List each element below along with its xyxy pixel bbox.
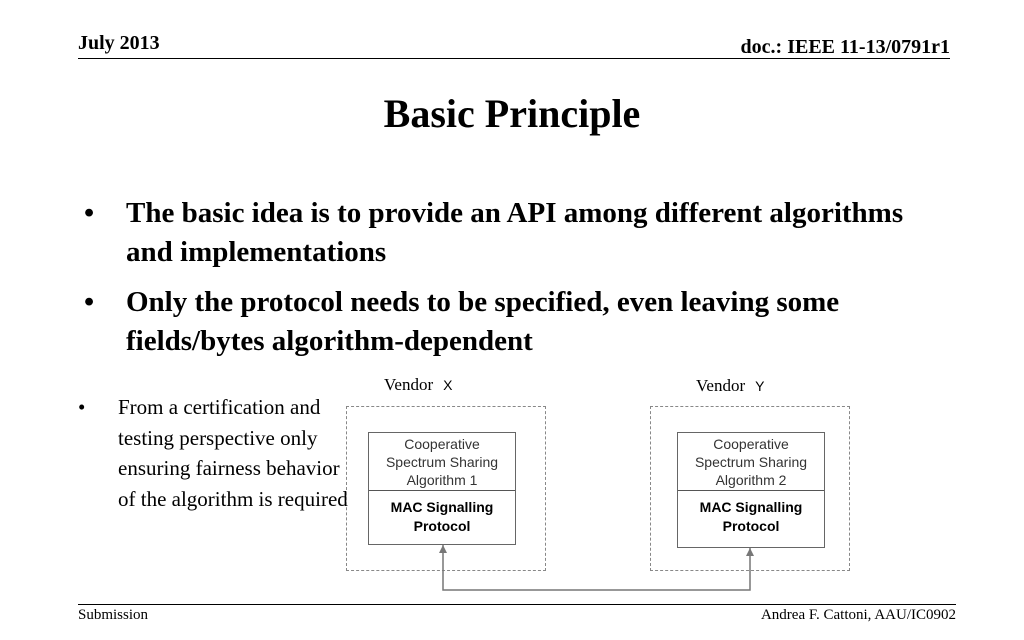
bullet-item xyxy=(84,194,924,272)
algo-line: Algorithm 1 xyxy=(406,471,478,488)
vendor-x-letter: X xyxy=(443,377,453,393)
footer-right: Andrea F. Cattoni, AAU/IC0902 xyxy=(760,607,956,623)
vendor-x-mac-protocol xyxy=(369,491,515,543)
vendor-x-word: Vendor xyxy=(384,375,434,394)
main-bullets xyxy=(84,194,924,372)
mac-line: Protocol xyxy=(722,518,780,534)
vendor-x-label xyxy=(384,375,452,395)
bullet-text: The basic idea is to provide an API among different algorithms and implementations xyxy=(126,197,904,268)
vendor-y-algorithm xyxy=(678,433,824,491)
bullet-dot: • xyxy=(84,197,95,229)
bullet-text: Only the protocol needs to be specified, even leaving some fields/bytes algorithm-dependent xyxy=(126,286,840,357)
vendor-y-stack xyxy=(677,432,825,548)
bullet-dot: • xyxy=(78,395,86,419)
footer-rule xyxy=(78,604,956,605)
algo-line: Cooperative xyxy=(713,435,789,452)
algo-line: Algorithm 2 xyxy=(715,471,787,488)
vendor-y-mac-protocol xyxy=(678,491,824,543)
algo-line: Cooperative xyxy=(404,435,480,452)
sub-bullet xyxy=(78,392,348,514)
algo-line: Spectrum Sharing xyxy=(385,453,499,470)
header-date: July 2013 xyxy=(78,32,160,54)
footer-left: Submission xyxy=(78,607,149,623)
mac-line: Protocol xyxy=(413,518,471,534)
slide-title: Basic Principle xyxy=(383,91,641,136)
bullet-dot: • xyxy=(84,286,95,318)
mac-line: MAC Signalling xyxy=(390,499,494,515)
vendor-x-stack xyxy=(368,432,516,545)
header-doc-id: doc.: IEEE 11-13/0791r1 xyxy=(740,36,950,58)
algo-line: Spectrum Sharing xyxy=(694,453,808,470)
vendor-y-label xyxy=(696,376,764,396)
vendor-y-word: Vendor xyxy=(696,376,746,395)
bullet-item xyxy=(84,283,924,361)
vendor-x-algorithm xyxy=(369,433,515,491)
header-rule xyxy=(78,58,950,59)
vendor-y-letter: Y xyxy=(755,378,765,394)
mac-line: MAC Signalling xyxy=(699,499,803,515)
sub-bullet-text: From a certification and testing perspective only ensuring fairness behavior of the algorithm is required xyxy=(118,395,348,511)
